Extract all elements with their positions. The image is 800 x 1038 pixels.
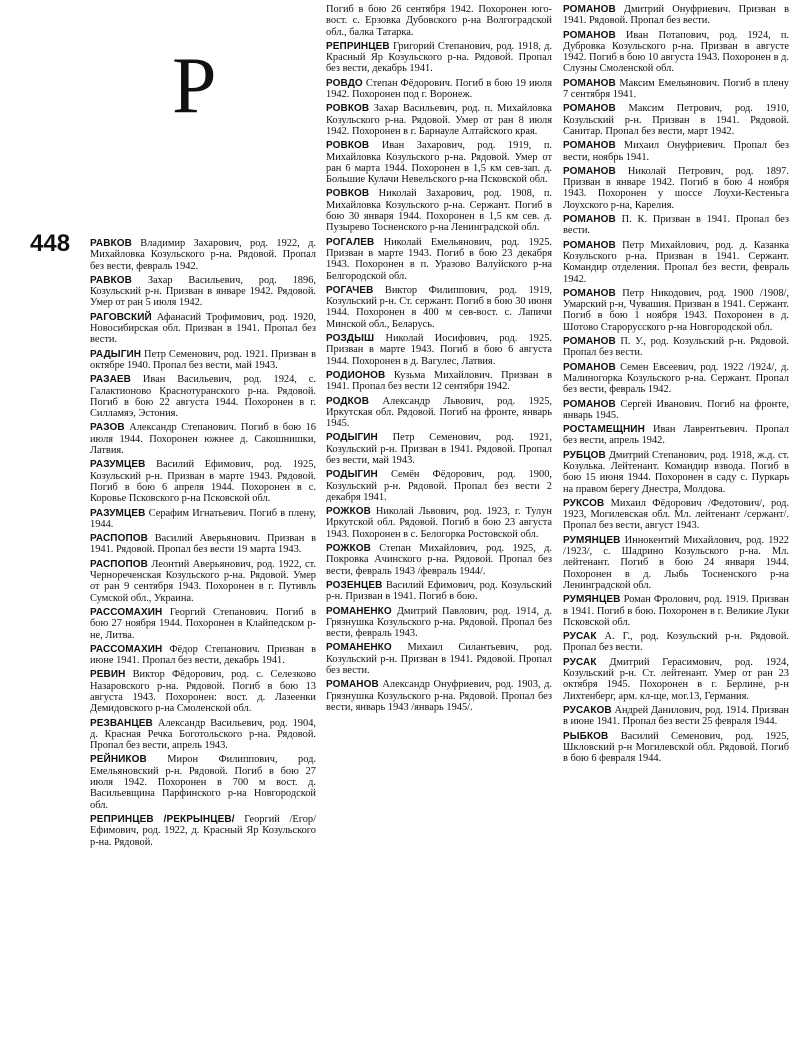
entry-surname: РОМАНОВ: [563, 214, 616, 226]
entry-surname: РУМЯНЦЕВ: [563, 594, 621, 606]
list-item: [90, 754, 316, 810]
list-item: [326, 103, 552, 137]
entry-surname: РЕЗВАНЦЕВ: [90, 717, 153, 729]
entry-text: П. У., род. Козульский р-н. Рядовой. Пропал без вести.: [563, 336, 789, 359]
list-item: [326, 396, 552, 430]
list-item: [563, 731, 789, 765]
entry-surname: РУБЦОВ: [563, 449, 606, 461]
entry-surname: РОГАЛЕВ: [326, 236, 375, 248]
entry-surname: РАВКОВ: [90, 238, 132, 249]
page-number: 448: [30, 230, 71, 257]
list-item: [90, 238, 316, 272]
entry-surname: РОМАНОВ: [563, 103, 616, 115]
list-item: [563, 78, 789, 101]
list-item: [563, 288, 789, 333]
entry-text: Семен Евсеевич, род. 1922 /1924/, д. Малиногорка Козульского р-на. Сержант. Пропал без вести, февраль 1942.: [563, 361, 789, 396]
list-item: [90, 669, 316, 714]
column-1: [90, 238, 316, 851]
list-item: [90, 459, 316, 504]
list-item: [326, 543, 552, 577]
entry-surname: РЕПРИНЦЕВ /РЕКРЫНЦЕВ/: [90, 813, 235, 825]
entry-surname: РАГОВСКИЙ: [90, 311, 152, 323]
entry-text: Петр Семенович, род. 1921. Призван в октябре 1940. Пропал без вести, май 1943.: [90, 348, 316, 371]
entry-surname: РОЖКОВ: [326, 506, 371, 518]
list-item: [563, 336, 789, 359]
entry-text: Александр Львович, род. 1925, Иркутская обл. Рядовой. Погиб на фронте, январь 1945.: [326, 395, 552, 430]
entry-surname: РОМАНОВ: [563, 361, 616, 373]
list-item: [90, 349, 316, 372]
entry-text: Виктор Филиппович, род. 1919, Козульский р-н. Ст. сержант. Погиб в бою 30 июня 1944. Похоронен в 400 м сев-вост. с. Лапичи Минской обл., Беларусь.: [326, 284, 552, 330]
entry-text: Петр Никодович, род. 1900 /1908/, Умарский р-н, Чувашия. Призван в 1941. Сержант. Погиб в бою 1 ноября 1943. Похоронен в д. Шотово Старорусского р-на Новгородской обл.: [563, 287, 789, 333]
list-item: [326, 285, 552, 330]
entry-surname: РАЗОВ: [90, 422, 125, 434]
entry-text: Николай Львович, род. 1923, г. Тулун Иркутской обл. Рядовой. Погиб в бою 23 августа 1943. Похоронен в с. Белогорка Ростовской обл.: [326, 506, 552, 540]
list-item: [326, 432, 552, 466]
list-item: [90, 533, 316, 556]
entry-text: Григорий Степанович, род. 1918, д. Красный Яр Козульского р-на. Рядовой. Пропал без вести, декабрь 1941.: [326, 40, 552, 75]
entry-surname: РОМАНОВ: [563, 398, 616, 410]
entry-text: Александр Васильевич, род. 1904, д. Красная Речка Боготольского р-на. Рядовой. Пропал без вести, апрель 1943.: [90, 717, 316, 752]
entry-text: Михаил Онуфриевич. Пропал без вести, ноябрь 1941.: [563, 140, 789, 163]
list-item: [90, 607, 316, 641]
entry-surname: РОЖКОВ: [326, 543, 371, 555]
entry-surname: РОМАНОВ: [563, 165, 616, 177]
entry-surname: РОГАЧЕВ: [326, 284, 374, 296]
entry-text: Иннокентий Михайлович, род. 1922 /1923/, с. Шадрино Козульского р-на. Мл. лейтенант. Погиб в бою 24 января 1944. Похоронен в д. Лыбь Тосненского р-на Ленинградской обл.: [563, 534, 789, 591]
list-item: [90, 508, 316, 531]
section-letter: Р: [172, 42, 217, 130]
list-item: [90, 374, 316, 419]
list-item: [326, 642, 552, 676]
entry-surname: РОМАНОВ: [326, 679, 379, 691]
entry-surname: РОДКОВ: [326, 395, 370, 407]
entry-text: Николай Иосифович, род. 1925. Призван в марте 1943. Погиб в бою 6 августа 1944. Похоронен в д. Вагулес, Латвия.: [326, 333, 552, 367]
entry-text: Максим Петрович, род. 1910, Козульский р-н. Призван в 1941. Рядовой. Санитар. Пропал без вести, март 1942.: [563, 103, 789, 137]
entry-surname: РЫБКОВ: [563, 730, 609, 742]
entry-surname: РАСПОПОВ: [90, 558, 148, 570]
entry-text: Роман Фролович, род. 1919. Призван в 1941. Погиб в бою. Похоронен в г. Великие Луки Псковской обл.: [563, 594, 789, 628]
entry-surname: РУСАКОВ: [563, 704, 612, 716]
entry-text: Василий Семенович, род. 1925, Шкловский р-н Могилевской обл. Рядовой. Погиб в бою 6 февраля 1944.: [563, 730, 789, 765]
list-item: [563, 594, 789, 628]
list-item: [90, 312, 316, 346]
list-item: [563, 498, 789, 532]
entry-surname: РОДИОНОВ: [326, 369, 386, 381]
entry-surname: РОМАНЕНКО: [326, 642, 392, 654]
entry-text: Андрей Данилович, род. 1914. Призван в июне 1941. Пропал без вести 25 февраля 1944.: [563, 704, 789, 728]
list-item: [563, 657, 789, 702]
entry-text: Георгий /Егор/ Ефимович, род. 1922, д. Красный Яр Козульского р-на. Рядовой.: [90, 813, 316, 848]
list-item: [326, 140, 552, 185]
entry-surname: РАССОМАХИН: [90, 606, 163, 618]
entry-text: Михаил Силантьевич, род. Козульский р-н. Призван в 1941. Рядовой. Пропал без вести.: [326, 642, 552, 677]
entry-text: Захар Васильевич, род. 1896, Козульский р-н. Призван в январе 1942. Рядовой. Умер от ран 5 июля 1942.: [90, 274, 316, 309]
entry-surname: РОДЫГИН: [326, 469, 378, 481]
list-item: [563, 399, 789, 422]
entry-text: Максим Емельянович. Погиб в плену 7 сентября 1941.: [563, 77, 789, 101]
list-item: [326, 4, 552, 38]
entry-surname: РЕПРИНЦЕВ: [326, 40, 390, 52]
entry-text: Виктор Фёдорович, род. с. Селезково Назаровского р-на. Рядовой. Погиб в бою 13 августа 1943. Похоронен: вост. д. Лазеенки Демидовского р-на Смоленской обл.: [90, 669, 316, 715]
list-item: [563, 4, 789, 27]
entry-surname: РАССОМАХИН: [90, 643, 163, 655]
entry-text: Афанасий Трофимович, род. 1920, Новосибирская обл. Призван в 1941. Пропал без вести.: [90, 311, 316, 346]
entry-text: Николай Емельянович, род. 1925. Призван в марте 1943. Погиб в бою 23 декабря 1943. Похоронен в п. Уразово Валуйского р-на Белгородской обл.: [326, 236, 552, 282]
column-3: [563, 4, 789, 767]
list-item: [563, 240, 789, 285]
list-item: [563, 705, 789, 728]
entry-surname: РОВКОВ: [326, 103, 370, 115]
list-item: [563, 424, 789, 447]
entry-text: Василий Ефимович, род. Козульский р-н. Призван в 1941. Погиб в бою.: [326, 579, 552, 603]
entry-text: Александр Онуфриевич, род. 1903, д. Грязнушка Козульского р-на. Рядовой. Пропал без вести, январь 1943 /январь 1945/.: [326, 679, 552, 713]
list-item: [326, 41, 552, 75]
entry-text: Николай Захарович, род. 1908, п. Михайловка Козульского р-на. Сержант. Погиб в бою 30 января 1944. Похоронен в 1,5 км сев. д. Пузырево Тосненского р-на Ленинградской обл.: [326, 188, 552, 234]
entry-text: Семён Фёдорович, род. 1900, Козульский р-н. Рядовой. Пропал без вести 2 декабря 1941.: [326, 469, 552, 503]
entry-surname: РОМАНОВ: [563, 29, 616, 41]
list-item: [326, 333, 552, 367]
entry-text: Захар Васильевич, род. п. Михайловка Козульского р-на. Рядовой. Умер от ран 8 июля 1942. Похоронен в г. Барнауле Алтайского края.: [326, 103, 552, 137]
entry-surname: РОЗЕНЦЕВ: [326, 579, 383, 591]
entry-text: Серафим Игнатьевич. Погиб в плену, 1944.: [90, 507, 316, 530]
list-item: [326, 78, 552, 101]
entry-text: Михаил Фёдорович /Федотович/, род. 1923, Могилевская обл. Мл. лейтенант /сержант/. Пропал без вести, август 1943.: [563, 497, 789, 532]
entry-text: Владимир Захарович, род. 1922, д. Михайловка Козульского р-на. Рядовой. Пропал без вести, февраль 1942.: [90, 238, 316, 272]
entry-surname: РУМЯНЦЕВ: [563, 534, 621, 546]
entry-surname: РОМАНЕНКО: [326, 605, 392, 617]
entry-surname: РОМАНОВ: [563, 239, 616, 251]
entry-surname: РАЗАЕВ: [90, 374, 131, 386]
entry-surname: РОВДО: [326, 77, 363, 89]
list-item: [563, 103, 789, 137]
list-item: [326, 188, 552, 233]
list-item: [326, 506, 552, 540]
list-item: [90, 275, 316, 309]
entry-surname: РАЗУМЦЕВ: [90, 459, 146, 471]
list-item: [563, 535, 789, 591]
list-item: [563, 450, 789, 495]
list-item: [563, 30, 789, 75]
entry-surname: РАСПОПОВ: [90, 533, 148, 545]
entry-text: А. Г., род. Козульский р-н. Рядовой. Пропал без вести.: [563, 631, 789, 654]
entry-surname: РОМАНОВ: [563, 287, 616, 299]
entry-text: Сергей Иванович. Погиб на фронте, январь 1945.: [563, 398, 789, 421]
entry-surname: РУСАК: [563, 656, 597, 668]
list-item: [563, 214, 789, 237]
list-item: [90, 422, 316, 456]
list-item: [90, 644, 316, 667]
list-item: [326, 237, 552, 282]
entry-text: Александр Степанович. Погиб в бою 16 июля 1944. Похоронен южнее д. Сакошнишки, Латвия.: [90, 422, 316, 457]
entry-text: Иван Захарович, род. 1919, п. Михайловка Козульского р-на. Рядовой. Умер от ран 6 марта 1944. Похоронен в 1,5 км сев-зап. д. Большие Кулачи Невельского р-на Псковской обл.: [326, 140, 552, 186]
entry-surname: РОДЫГИН: [326, 432, 378, 444]
entry-text: Петр Семенович, род. 1921, Козульский р-н. Призван в 1941. Рядовой. Пропал без вести, май 1943.: [326, 432, 552, 466]
list-item: [326, 580, 552, 603]
list-item: [326, 679, 552, 713]
entry-text: Петр Михайлович, род. д. Казанка Козульского р-на. Призван в 1941. Сержант. Командир отделения. Пропал без вести, февраль 1942.: [563, 239, 789, 285]
entry-text: Мирон Филиппович, род. Емельяновский р-н. Рядовой. Погиб в бою 27 июля 1942. Похоронен в 700 м вост. д. Васильевщина Парфинского р-на Новгородской обл.: [90, 754, 316, 811]
entry-surname: РАВКОВ: [90, 274, 132, 286]
entry-surname: РОВКОВ: [326, 188, 370, 200]
list-item: [90, 718, 316, 752]
list-item: [563, 140, 789, 163]
entry-text: Георгий Степанович. Погиб в бою 27 ноября 1944. Похоронен в Клайпедском р-не, Литва.: [90, 606, 316, 641]
entry-surname: РУСАК: [563, 631, 597, 643]
entry-text: Кузьма Михайлович. Призван в 1941. Пропал без вести 12 сентября 1942.: [326, 369, 552, 393]
list-item: [326, 370, 552, 393]
entry-text: Степан Фёдорович. Погиб в бою 19 июля 1942. Похоронен под г. Воронеж.: [326, 77, 552, 101]
entry-surname: РОМАНОВ: [563, 4, 616, 15]
entry-surname: РАДЫГИН: [90, 348, 142, 360]
entry-surname: РАЗУМЦЕВ: [90, 507, 146, 519]
entry-text: П. К. Призван в 1941. Пропал без вести.: [563, 214, 789, 237]
list-item: [563, 166, 789, 211]
list-item: [563, 362, 789, 396]
entry-text: Дмитрий Степанович, род. 1918, ж.д. ст. Козулька. Лейтенант. Командир взвода. Погиб в бою 15 июня 1944. Похоронен в саду с. Пуркарь на правом берегу Днестра, Молдова.: [563, 449, 789, 495]
entry-text: Василий Ефимович, род. 1925, Козульский р-н. Призван в марте 1943. Рядовой. Погиб в бою 6 апреля 1944. Похоронен в с. Коровье Псковского р-на Псковской обл.: [90, 459, 316, 505]
entry-surname: РОЗДЫШ: [326, 333, 375, 345]
entry-text: Иван Васильевич, род. 1924, с. Галактионово Краснотуранского р-на. Рядовой. Погиб в бою 22 августа 1944. Похоронен в г. Силламяэ, Эстония.: [90, 374, 316, 420]
entry-text: Леонтий Аверьянович, род. 1922, ст. Чернореченская Козульского р-на. Рядовой. Умер от ран 9 сентября 1943. Похоронен в г. Путивль Сумской обл., Украина.: [90, 558, 316, 604]
entry-surname: РЕВИН: [90, 669, 126, 681]
entry-surname: РОВКОВ: [326, 140, 370, 152]
list-item: [90, 559, 316, 604]
list-item: [90, 814, 316, 848]
list-item: [326, 606, 552, 640]
list-item: [563, 631, 789, 654]
entry-text: Иван Потапович, род. 1924, п. Дубровка Козульского р-на. Призван в августе 1942. Погиб в бою 10 августа 1943. Похоронен в д. Слузны Смоленской обл.: [563, 29, 789, 75]
entry-text: Иван Лаврентьевич. Пропал без вести, апрель 1942.: [563, 424, 789, 447]
entry-text: Фёдор Степанович. Призван в июне 1941. Пропал без вести, декабрь 1941.: [90, 643, 316, 667]
entry-surname: РОМАНОВ: [563, 77, 616, 89]
entry-surname: РЕЙНИКОВ: [90, 754, 147, 766]
entry-text: Погиб в бою 26 сентября 1942. Похоронен юго-вост. с. Ерзовка Дубовского р-на Волгоградской обл., балка Татарка.: [326, 4, 552, 38]
entry-text: Дмитрий Онуфриевич. Призван в 1941. Рядовой. Пропал без вести.: [563, 4, 789, 27]
entry-surname: РОМАНОВ: [563, 336, 616, 348]
column-2: [326, 4, 552, 716]
entry-surname: РОСТАМЕЩНИН: [563, 424, 645, 436]
list-item: [326, 469, 552, 503]
entry-text: Степан Михайлович, род. 1925, д. Покровка Ачинского р-на. Рядовой. Пропал без вести, февраль 1943 /февраль 1944/.: [326, 543, 552, 577]
entry-text: Николай Петрович, род. 1897. Призван в январе 1942. Погиб в бою 4 ноября 1943. Похоронен у шоссе Лоухи-Кестеньга Лоухского р-на, Карелия.: [563, 165, 789, 211]
entry-text: Дмитрий Павлович, род. 1914, д. Грязнушка Козульского р-на. Рядовой. Пропал без вести, февраль 1943.: [326, 605, 552, 640]
entry-text: Василий Аверьянович. Призван в 1941. Рядовой. Пропал без вести 19 марта 1943.: [90, 533, 316, 556]
entry-surname: РУКСОВ: [563, 497, 605, 509]
entry-surname: РОМАНОВ: [563, 140, 616, 152]
entry-text: Дмитрий Герасимович, род. 1924, Козульский р-н. Ст. лейтенант. Умер от ран 23 октября 1945. Похоронен в г. Берлине, р-н Лихтенберг, арм. кл-ще, мог.13, Германия.: [563, 656, 789, 702]
